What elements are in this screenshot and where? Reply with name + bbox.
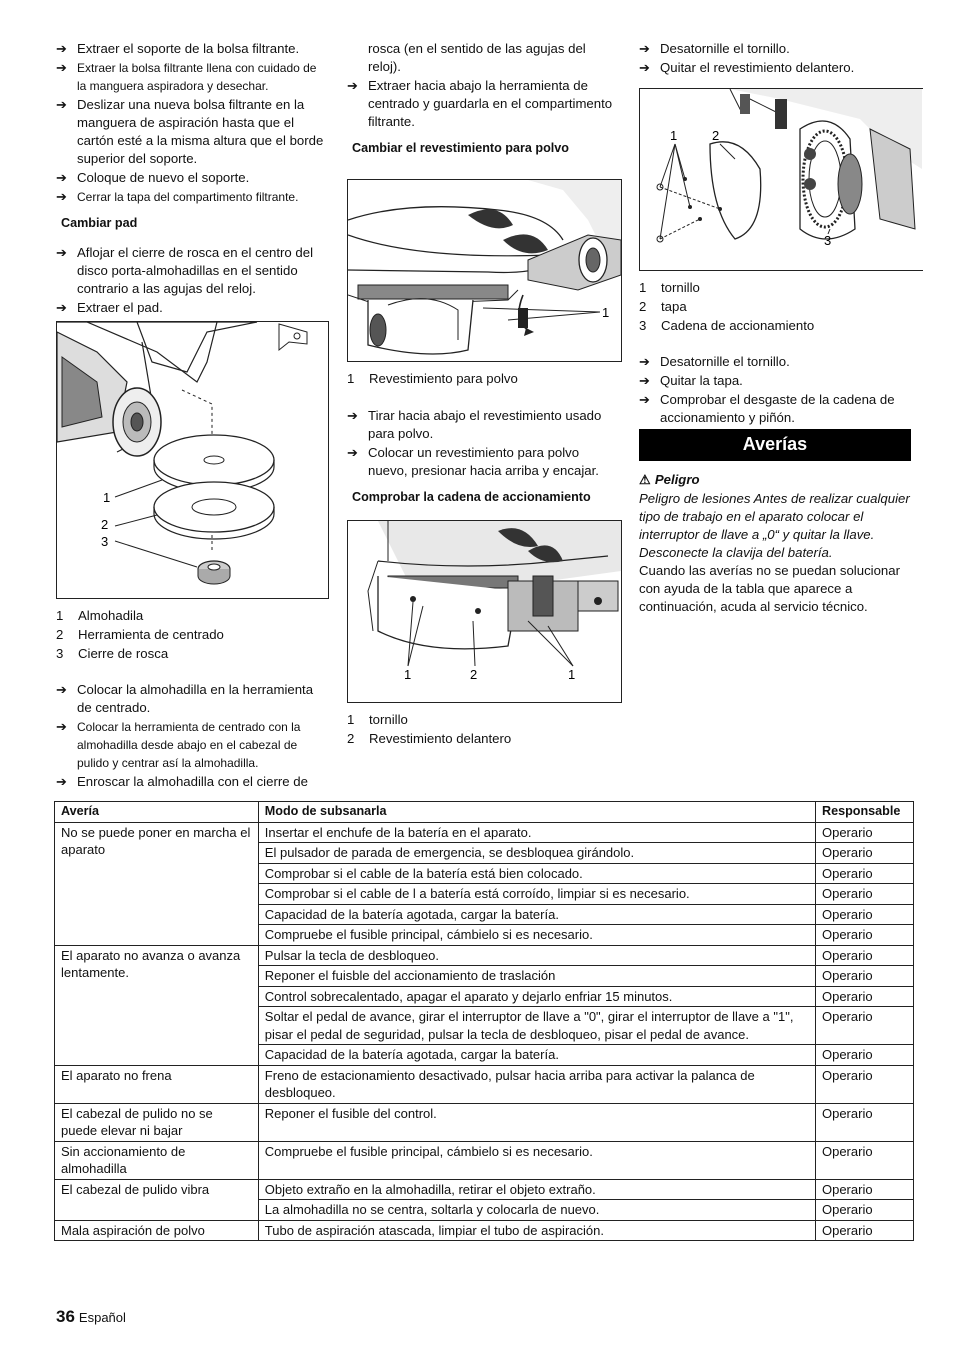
table-row bbox=[55, 822, 914, 843]
table-row bbox=[55, 1103, 914, 1141]
arrow-right-icon: ➔ bbox=[639, 392, 650, 407]
fault-cell: No se puede poner en marcha el aparato bbox=[55, 822, 259, 945]
step-item bbox=[347, 77, 621, 131]
column-left bbox=[56, 40, 328, 792]
legend-number: 1 bbox=[347, 712, 355, 727]
responsible-cell: Operario bbox=[815, 1045, 913, 1066]
step-list bbox=[347, 40, 621, 131]
figure-legend bbox=[56, 607, 328, 663]
responsible-cell: Operario bbox=[815, 822, 913, 843]
responsible-cell: Operario bbox=[815, 1220, 913, 1241]
responsible-cell: Operario bbox=[815, 1007, 913, 1045]
arrow-right-icon: ➔ bbox=[56, 97, 67, 112]
fault-cell: Sin accionamiento de almohadilla bbox=[55, 1141, 259, 1179]
step-item bbox=[56, 96, 328, 168]
step-item bbox=[56, 40, 328, 58]
responsible-cell: Operario bbox=[815, 1065, 913, 1103]
remedy-cell: Control sobrecalentado, apagar el aparato y dejarlo enfriar 15 minutos. bbox=[258, 986, 815, 1007]
section-title-averias: Averías bbox=[639, 429, 911, 461]
remedy-cell: El pulsador de parada de emergencia, se desbloquea girándolo. bbox=[258, 843, 815, 864]
legend-item bbox=[347, 711, 621, 729]
step-text: Enroscar la almohadilla con el cierre de bbox=[77, 774, 308, 789]
legend-label: Revestimiento delantero bbox=[369, 731, 512, 746]
section-heading-revestimiento: Cambiar el revestimiento para polvo bbox=[352, 141, 569, 155]
warning-icon: ⚠ bbox=[639, 472, 651, 487]
arrow-right-icon: ➔ bbox=[347, 445, 358, 460]
legend-item bbox=[639, 298, 911, 316]
responsible-cell: Operario bbox=[815, 945, 913, 966]
legend-number: 1 bbox=[56, 608, 64, 623]
remedy-cell: Reponer el fusible del control. bbox=[258, 1103, 815, 1141]
step-item bbox=[56, 169, 328, 187]
remedy-cell: Soltar el pedal de avance, girar el interruptor de llave a "0", girar el interruptor de llave a "1", pisar el pedal de seguridad, pulsar la tecla de desbloqueo, pisar el pedal de avance. bbox=[258, 1007, 815, 1045]
legend-item bbox=[639, 279, 911, 297]
legend-label: Cadena de accionamiento bbox=[661, 318, 815, 333]
figure-legend bbox=[347, 370, 621, 388]
arrow-right-icon: ➔ bbox=[56, 189, 67, 204]
fault-cell: Mala aspiración de polvo bbox=[55, 1220, 259, 1241]
figure-dust-liner bbox=[347, 179, 622, 362]
step-item bbox=[639, 59, 911, 77]
table-row bbox=[55, 1065, 914, 1103]
legend-item bbox=[56, 607, 328, 625]
remedy-cell: Comprobar si el cable de l a batería está corroído, limpiar si es necesario. bbox=[258, 884, 815, 905]
fault-cell: El cabezal de pulido no se puede elevar ni bajar bbox=[55, 1103, 259, 1141]
legend-item bbox=[347, 730, 621, 748]
step-text: Comprobar el desgaste de la cadena de accionamiento y piñón. bbox=[660, 392, 895, 425]
remedy-cell: Capacidad de la batería agotada, cargar la batería. bbox=[258, 904, 815, 925]
step-item bbox=[639, 391, 911, 427]
callout-2: 2 bbox=[470, 667, 478, 682]
troubleshooting-table bbox=[54, 801, 914, 1241]
legend-number: 2 bbox=[639, 299, 647, 314]
step-item bbox=[639, 372, 911, 390]
step-text: rosca (en el sentido de las agujas del reloj). bbox=[368, 41, 586, 74]
column-header: Responsable bbox=[815, 802, 913, 823]
legend-label: Almohadila bbox=[78, 608, 144, 623]
remedy-cell: Compruebe el fusible principal, cámbielo si es necesario. bbox=[258, 925, 815, 946]
figure-legend bbox=[347, 711, 621, 748]
step-text: Extraer el soporte de la bolsa filtrante. bbox=[77, 41, 300, 56]
danger-title: ⚠ Peligro bbox=[639, 472, 700, 487]
step-item bbox=[56, 718, 328, 772]
responsible-cell: Operario bbox=[815, 843, 913, 864]
arrow-right-icon: ➔ bbox=[347, 408, 358, 423]
column-right bbox=[639, 40, 911, 616]
step-list bbox=[347, 407, 621, 480]
arrow-right-icon: ➔ bbox=[56, 170, 67, 185]
table-row bbox=[55, 1220, 914, 1241]
step-item bbox=[56, 244, 328, 298]
legend-label: Cierre de rosca bbox=[78, 646, 169, 661]
step-text: Tirar hacia abajo el revestimiento usado para polvo. bbox=[368, 408, 602, 441]
legend-number: 3 bbox=[639, 318, 647, 333]
callout-2: 2 bbox=[712, 128, 720, 143]
responsible-cell: Operario bbox=[815, 1103, 913, 1141]
legend-number: 3 bbox=[56, 646, 64, 661]
step-list bbox=[639, 353, 911, 427]
step-text: Colocar un revestimiento para polvo nuevo, presionar hacia arriba y encajar. bbox=[368, 445, 599, 478]
arrow-right-icon: ➔ bbox=[639, 354, 650, 369]
note-text: Cuando las averías no se puedan solucionar con ayuda de la tabla que aparece a continuación, acuda al servicio técnico. bbox=[639, 563, 900, 614]
step-item bbox=[56, 299, 328, 317]
arrow-right-icon: ➔ bbox=[56, 60, 67, 75]
section-heading-cadena: Comprobar la cadena de accionamiento bbox=[352, 490, 591, 504]
responsible-cell: Operario bbox=[815, 1200, 913, 1221]
step-text: Quitar el revestimiento delantero. bbox=[660, 60, 855, 75]
danger-text: Peligro de lesiones Antes de realizar cualquier tipo de trabajo en el aparato colocar el interruptor de llave a „0“ y quitar la llave. Desconecte la clavija del batería. bbox=[639, 491, 910, 560]
step-text: Extraer la bolsa filtrante llena con cuidado de la manguera aspiradora y desechar. bbox=[77, 61, 317, 93]
arrow-right-icon: ➔ bbox=[639, 60, 650, 75]
arrow-right-icon: ➔ bbox=[639, 41, 650, 56]
callout-3: 3 bbox=[824, 233, 832, 248]
figure-drive-chain bbox=[639, 88, 923, 271]
step-text: Deslizar una nueva bolsa filtrante en la manguera de aspiración hasta que el cartón esté a la misma altura que el borde superior del soporte. bbox=[77, 97, 324, 166]
legend-label: Revestimiento para polvo bbox=[369, 371, 518, 386]
column-header: Modo de subsanarla bbox=[258, 802, 815, 823]
step-item bbox=[56, 681, 328, 717]
table-row bbox=[55, 945, 914, 966]
step-text: Extraer hacia abajo la herramienta de centrado y guardarla en el compartimento filtrante. bbox=[368, 78, 613, 129]
step-text: Quitar la tapa. bbox=[660, 373, 743, 388]
responsible-cell: Operario bbox=[815, 986, 913, 1007]
figure-pad-assembly bbox=[56, 321, 329, 599]
legend-label: tornillo bbox=[369, 712, 408, 727]
table-row bbox=[55, 1179, 914, 1200]
legend-number: 2 bbox=[56, 627, 64, 642]
figure-front-cover bbox=[347, 520, 622, 703]
remedy-cell: Insertar el enchufe de la batería en el aparato. bbox=[258, 822, 815, 843]
table-row bbox=[55, 1141, 914, 1179]
legend-item bbox=[347, 370, 621, 388]
page-number: 36 bbox=[56, 1307, 75, 1326]
step-list bbox=[639, 40, 911, 77]
arrow-right-icon: ➔ bbox=[639, 373, 650, 388]
callout-1: 1 bbox=[670, 128, 678, 143]
step-text: Coloque de nuevo el soporte. bbox=[77, 170, 250, 185]
step-item bbox=[347, 444, 621, 480]
section-heading-cambiar-pad: Cambiar pad bbox=[61, 216, 138, 230]
step-item bbox=[56, 188, 328, 206]
callout-1: 1 bbox=[602, 305, 610, 320]
responsible-cell: Operario bbox=[815, 904, 913, 925]
step-list bbox=[56, 244, 328, 317]
arrow-right-icon: ➔ bbox=[56, 245, 67, 260]
remedy-cell: Tubo de aspiración atascada, limpiar el tubo de aspiración. bbox=[258, 1220, 815, 1241]
step-list bbox=[56, 681, 328, 791]
responsible-cell: Operario bbox=[815, 1179, 913, 1200]
table-header-row bbox=[55, 802, 914, 823]
step-text: Desatornille el tornillo. bbox=[660, 41, 790, 56]
remedy-cell: Reponer el fuisble del accionamiento de traslación bbox=[258, 966, 815, 987]
remedy-cell: Freno de estacionamiento desactivado, pulsar hacia arriba para activar la palanca de desbloqueo. bbox=[258, 1065, 815, 1103]
step-text: Aflojar el cierre de rosca en el centro del disco porta-almohadillas en el sentido contrario a las agujas del reloj. bbox=[77, 245, 314, 296]
page-footer bbox=[56, 1308, 126, 1327]
legend-number: 1 bbox=[347, 371, 355, 386]
arrow-right-icon: ➔ bbox=[56, 719, 67, 734]
callout-2: 2 bbox=[101, 517, 109, 532]
step-text: Colocar la almohadilla en la herramienta de centrado. bbox=[77, 682, 314, 715]
responsible-cell: Operario bbox=[815, 884, 913, 905]
arrow-right-icon: ➔ bbox=[347, 78, 358, 93]
step-text: Cerrar la tapa del compartimento filtrante. bbox=[77, 190, 299, 204]
arrow-right-icon: ➔ bbox=[56, 682, 67, 697]
remedy-cell: Objeto extraño en la almohadilla, retirar el objeto extraño. bbox=[258, 1179, 815, 1200]
responsible-cell: Operario bbox=[815, 1141, 913, 1179]
responsible-cell: Operario bbox=[815, 863, 913, 884]
callout-1: 1 bbox=[404, 667, 412, 682]
callout-1b: 1 bbox=[568, 667, 576, 682]
step-item bbox=[639, 353, 911, 371]
legend-item bbox=[56, 626, 328, 644]
legend-item bbox=[56, 645, 328, 663]
arrow-right-icon: ➔ bbox=[56, 41, 67, 56]
remedy-cell: Pulsar la tecla de desbloqueo. bbox=[258, 945, 815, 966]
column-header: Avería bbox=[55, 802, 259, 823]
step-text: Extraer el pad. bbox=[77, 300, 163, 315]
step-item bbox=[56, 773, 328, 791]
fault-cell: El aparato no frena bbox=[55, 1065, 259, 1103]
step-item bbox=[56, 59, 328, 95]
remedy-cell: La almohadilla no se centra, soltarla y colocarla de nuevo. bbox=[258, 1200, 815, 1221]
arrow-right-icon: ➔ bbox=[56, 300, 67, 315]
language-label: Español bbox=[78, 1310, 126, 1325]
legend-label: tapa bbox=[661, 299, 687, 314]
legend-label: tornillo bbox=[661, 280, 700, 295]
legend-label: Herramienta de centrado bbox=[78, 627, 224, 642]
fault-cell: El cabezal de pulido vibra bbox=[55, 1179, 259, 1220]
remedy-cell: Capacidad de la batería agotada, cargar la batería. bbox=[258, 1045, 815, 1066]
step-item bbox=[347, 407, 621, 443]
arrow-right-icon: ➔ bbox=[56, 774, 67, 789]
responsible-cell: Operario bbox=[815, 966, 913, 987]
step-item bbox=[347, 40, 621, 76]
responsible-cell: Operario bbox=[815, 925, 913, 946]
step-text: Colocar la herramienta de centrado con la almohadilla desde abajo en el cabezal de pulido y centrar así la almohadilla. bbox=[77, 720, 301, 770]
remedy-cell: Compruebe el fusible principal, cámbielo si es necesario. bbox=[258, 1141, 815, 1179]
legend-number: 2 bbox=[347, 731, 355, 746]
legend-number: 1 bbox=[639, 280, 647, 295]
remedy-cell: Comprobar si el cable de la batería está bien colocado. bbox=[258, 863, 815, 884]
step-list bbox=[56, 40, 328, 206]
callout-3: 3 bbox=[101, 534, 109, 549]
step-item bbox=[639, 40, 911, 58]
legend-item bbox=[639, 317, 911, 335]
step-text: Desatornille el tornillo. bbox=[660, 354, 790, 369]
column-middle bbox=[347, 40, 621, 749]
fault-cell: El aparato no avanza o avanza lentamente. bbox=[55, 945, 259, 1065]
callout-1: 1 bbox=[103, 490, 111, 505]
figure-legend bbox=[639, 279, 911, 335]
